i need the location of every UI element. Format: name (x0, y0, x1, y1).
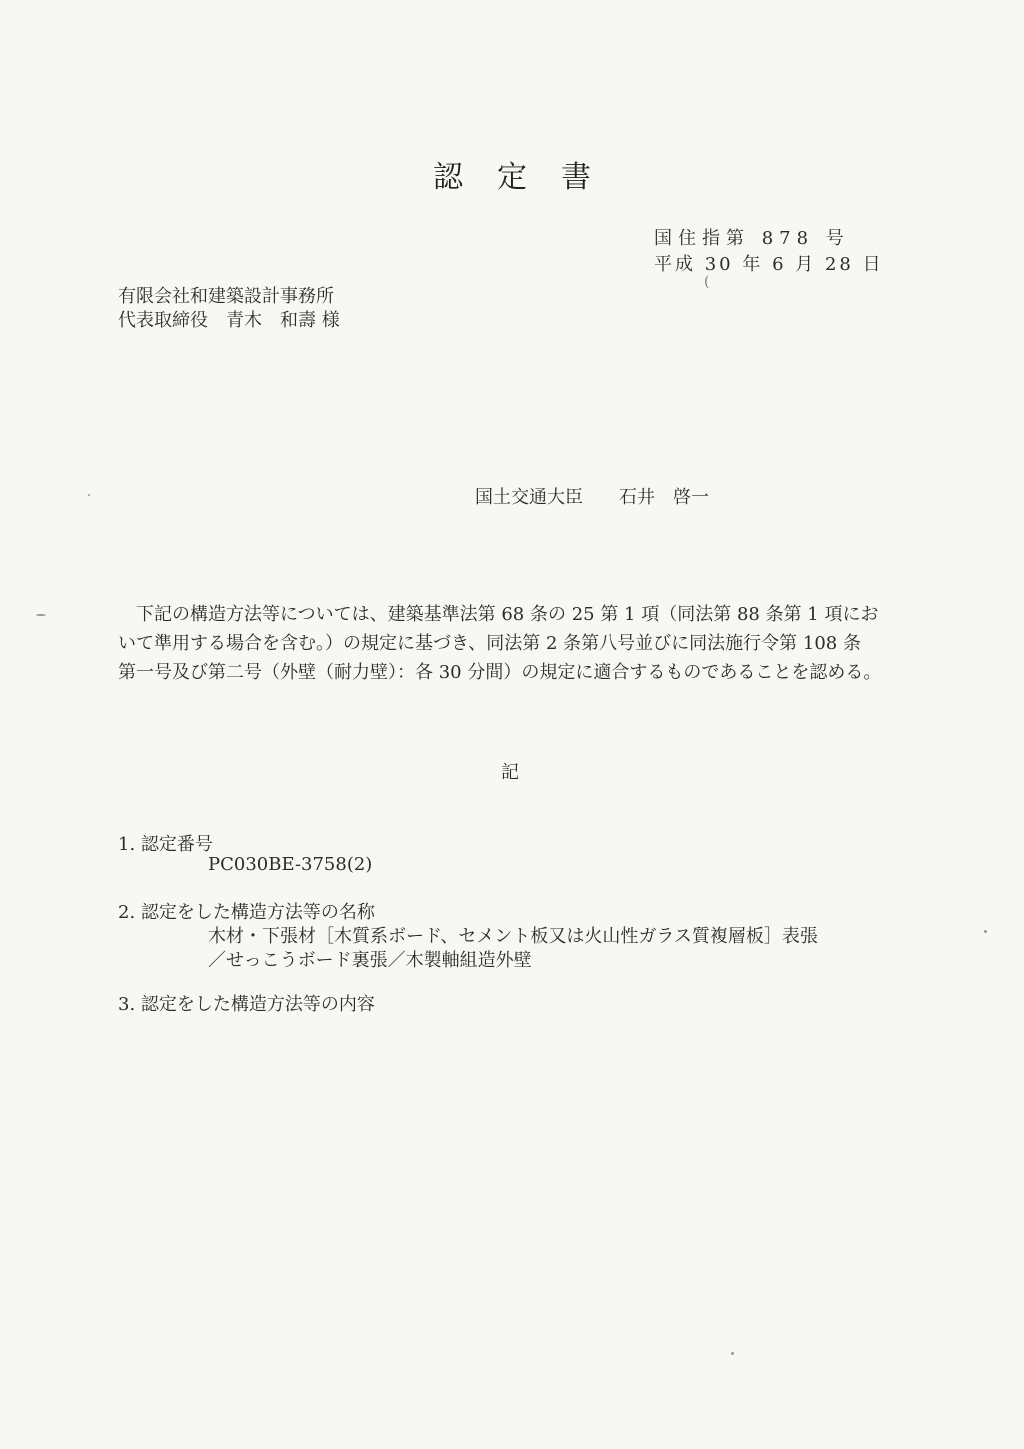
issuer-minister: 国土交通大臣 石井 啓一 (475, 487, 709, 508)
recipient-person: 代表取締役 青木 和壽 様 (118, 310, 340, 331)
item-2-label: 2. 認定をした構造方法等の名称 (118, 902, 375, 923)
certificate-date: 平成 30 年 6 月 28 日 (654, 254, 884, 275)
scan-speck (984, 930, 987, 933)
item-3-label: 3. 認定をした構造方法等の内容 (118, 994, 375, 1015)
certificate-number: 国住指第 878 号 (654, 228, 850, 249)
scan-speck (731, 1352, 734, 1355)
body-paragraph (118, 600, 898, 687)
body-line: 下記の構造方法等については、建築基準法第 68 条の 25 第 1 項（同法第 88 条第 1 項にお (118, 604, 879, 625)
document-title: 認定書 (433, 160, 625, 195)
scan-speck (88, 494, 90, 496)
recipient-company: 有限会社和建築設計事務所 (118, 286, 334, 307)
item-2-value-line: ／せっこうボード裏張／木製軸組造外壁 (208, 950, 532, 971)
stray-pen-mark: ( (704, 274, 710, 290)
scan-speck (36, 614, 46, 616)
item-2-value-line: 木材・下張材［木質系ボード、セメント板又は火山性ガラス質複層板］表張 (208, 926, 818, 947)
item-1-value: PC030BE-3758(2) (208, 854, 373, 875)
record-heading: 記 (501, 762, 519, 783)
body-line: いて準用する場合を含む。）の規定に基づき、同法第 2 条第八号並びに同法施行令第 108 条 (118, 633, 861, 654)
body-line: 第一号及び第二号（外壁（耐力壁）：各 30 分間）の規定に適合するものであることを認める。 (118, 662, 882, 683)
item-1-label: 1. 認定番号 (118, 834, 213, 855)
